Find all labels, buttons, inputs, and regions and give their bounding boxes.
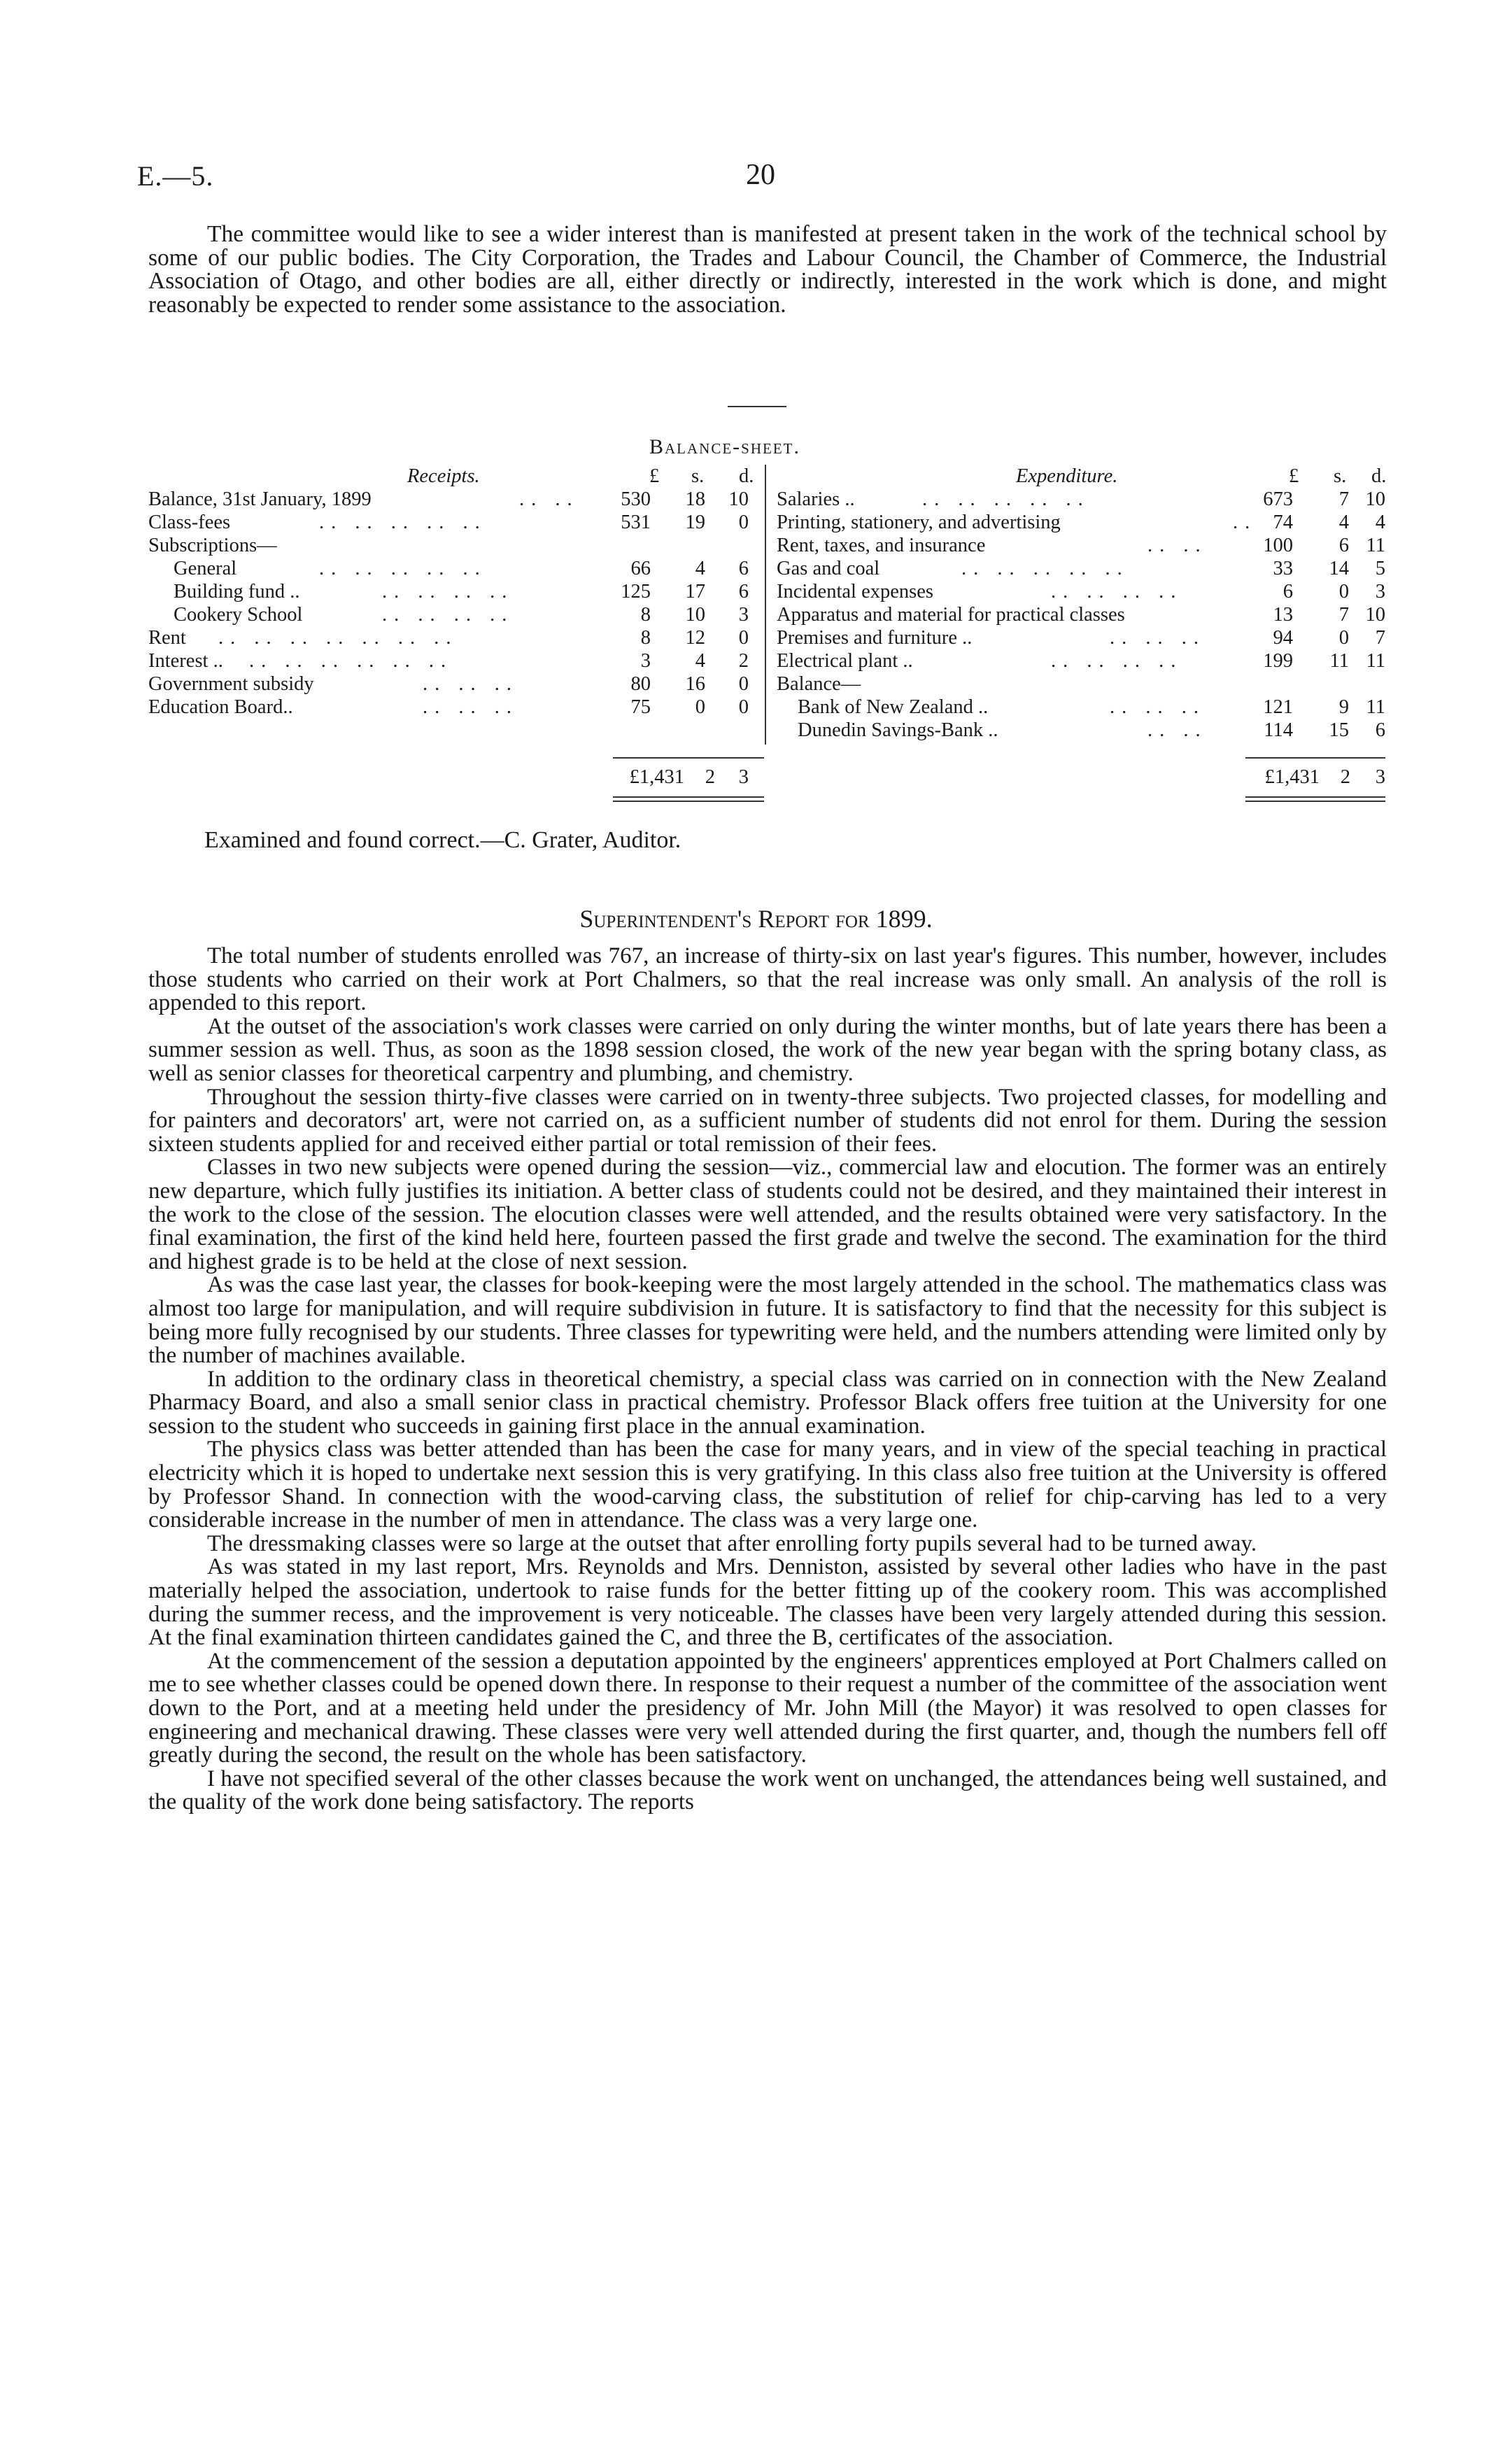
receipts-total-pounds: £1,431: [629, 766, 684, 788]
leader-dots: .. .. .. .. ..: [961, 558, 1129, 579]
receipts-pence-header: d.: [739, 465, 754, 487]
receipt-pence: 0: [738, 627, 749, 649]
expenditure-pounds: 673: [1263, 488, 1293, 510]
expenditure-label: Printing, stationery, and advertising: [777, 512, 1061, 533]
expenditure-shillings: 4: [1338, 512, 1349, 533]
expenditure-shillings: 0: [1338, 581, 1349, 603]
receipt-pence: 0: [738, 673, 749, 695]
leader-dots: .. .. ..: [423, 673, 518, 695]
expenditure-pence: 11: [1366, 535, 1385, 556]
section-divider: [728, 406, 786, 407]
expenditure-total-pounds: £1,431: [1264, 766, 1320, 788]
expenditure-shillings: 7: [1338, 488, 1349, 510]
receipt-pounds: 8: [640, 604, 651, 626]
expenditure-shillings: 6: [1338, 535, 1349, 556]
receipt-pounds: 75: [630, 696, 651, 718]
receipt-pounds: 8: [640, 627, 651, 649]
receipt-pounds: 531: [621, 512, 651, 533]
leader-dots: .. .. ..: [423, 696, 518, 718]
expenditure-label: Apparatus and material for practical classes: [777, 604, 1125, 626]
receipt-label: Building fund ..: [174, 581, 300, 603]
expenditure-shillings: 0: [1338, 627, 1349, 649]
expenditure-pounds: 74: [1273, 512, 1293, 533]
receipt-shillings: 17: [685, 581, 705, 603]
report-paragraph: I have not specified several of the other classes because the work went on unchanged, the attendances being well sustained, and the quality of the work done being satisfactory. The reports: [148, 1766, 1387, 1815]
expenditure-label: Salaries ..: [777, 488, 855, 510]
report-title: Superintendent's Report for 1899.: [579, 905, 933, 933]
auditor-note: Examined and found correct.—C. Grater, Auditor.: [204, 827, 681, 853]
receipt-pounds: 530: [621, 488, 651, 510]
receipt-label: Government subsidy: [148, 673, 314, 695]
expenditure-label: Gas and coal: [777, 558, 880, 579]
leader-dots: .. .. .. ..: [1051, 581, 1183, 603]
receipt-pounds: 80: [630, 673, 651, 695]
receipt-label: Subscriptions—: [148, 535, 277, 556]
expenditure-total-double-rule: [1245, 796, 1385, 798]
receipt-pounds: 3: [640, 650, 651, 672]
receipts-pounds-header: £: [649, 465, 660, 487]
receipts-total-double-rule: [613, 796, 764, 798]
receipt-pounds: 125: [621, 581, 651, 603]
expenditure-total-pence: 3: [1375, 766, 1385, 788]
leader-dots: .. .. .. ..: [382, 604, 514, 626]
leader-dots: .. ..: [1147, 535, 1208, 556]
receipt-label: Class-fees: [148, 512, 231, 533]
expenditure-shillings: 7: [1338, 604, 1349, 626]
receipts-total-pence: 3: [738, 766, 749, 788]
report-paragraph: In addition to the ordinary class in theoretical chemistry, a special class was carried on in connection with the New Zealand Pharmacy Board, and also a small senior class in practical chemistry. Professor Black offers free tuition at the University for one session to the student who succeeds in gaining first place in the annual examination.: [148, 1366, 1387, 1439]
leader-dots: .. .. .. .. .. .. ..: [218, 627, 458, 649]
leader-dots: .. ..: [519, 488, 579, 510]
expenditure-pounds: 94: [1273, 627, 1293, 649]
leader-dots: .. .. ..: [1110, 627, 1206, 649]
report-paragraph: The dressmaking classes were so large at the outset that after enrolling forty pupils several had to be turned away.: [207, 1530, 1257, 1556]
expenditure-pounds: 199: [1263, 650, 1293, 672]
expenditure-pounds: 13: [1273, 604, 1293, 626]
leader-dots: .. .. .. ..: [1051, 650, 1183, 672]
expenditure-pounds: 100: [1263, 535, 1293, 556]
expenditure-label: Dunedin Savings-Bank ..: [798, 719, 998, 741]
expenditure-pence: 11: [1366, 696, 1385, 718]
report-paragraph: As was the case last year, the classes for book-keeping were the most largely attended in the school. The mathematics class was almost too large for manipulation, and will require subdivision in future. It is satisfactory to find that the necessity for this subject is being more fully recognised by our students. Three classes for typewriting were held, and the numbers attending were limited only by the number of machines available.: [148, 1272, 1387, 1369]
expenditure-label: Incidental expenses: [777, 581, 933, 603]
expenditure-shillings: 14: [1329, 558, 1349, 579]
receipt-shillings: 16: [685, 673, 705, 695]
expenditure-total-double-rule: [1245, 801, 1385, 802]
expenditure-pence: 6: [1375, 719, 1385, 741]
balance-sheet-title: Balance-sheet.: [649, 435, 800, 458]
report-paragraph: The physics class was better attended than has been the case for many years, and in view of the special teaching in practical electricity which it is hoped to undertake next session this is very gratifying. In this class also free tuition at the University is offered by Professor Shand. In connection with the wood-carving class, the substitution of relief for chip-carving has led to a very considerable increase in the number of men in attendance. The class was a very large one.: [148, 1437, 1387, 1533]
receipts-total-shillings: 2: [705, 766, 715, 788]
receipt-label: Interest ..: [148, 650, 223, 672]
expenditure-label: Electrical plant ..: [777, 650, 913, 672]
receipt-pence: 3: [738, 604, 749, 626]
report-paragraph: As was stated in my last report, Mrs. Reynolds and Mrs. Denniston, assisted by several other ladies who have in the past materially helped the association, undertook to raise funds for the better fitting up of the cookery room. This was accomplished during the summer recess, and the improvement is very noticeable. The classes have been very largely attended during this session. At the final examination thirteen candidates gained the C, and three the B, certificates of the association.: [148, 1554, 1387, 1651]
receipt-label: Rent: [148, 627, 186, 649]
expenditure-pounds: 121: [1263, 696, 1293, 718]
report-paragraph: The total number of students enrolled was 767, an increase of thirty-six on last year's figures. This number, however, includes those students who carried on their work at Port Chalmers, so that the real increase was only small. An analysis of the roll is appended to this report.: [148, 943, 1387, 1016]
expenditure-pence-header: d.: [1371, 465, 1387, 487]
receipts-total-rule: [613, 757, 764, 759]
report-paragraph: Throughout the session thirty-five classes were carried on in twenty-three subjects. Two projected classes, for modelling and for painters and decorators' art, were not carried on, as a sufficient number of students did not enrol for them. During the session sixteen students applied for and received either partial or total remission of their fees.: [148, 1084, 1387, 1157]
expenditure-label: Bank of New Zealand ..: [798, 696, 989, 718]
receipt-pence: 2: [738, 650, 749, 672]
receipt-pence: 6: [738, 558, 749, 579]
receipts-shillings-header: s.: [691, 465, 705, 487]
leader-dots: .. ..: [1147, 719, 1208, 741]
receipt-pence: 6: [738, 581, 749, 603]
expenditure-total-shillings: 2: [1340, 766, 1350, 788]
expenditure-shillings-header: s.: [1334, 465, 1347, 487]
intro-paragraph: The committee would like to see a wider interest than is manifested at present taken in the work of the technical school by some of our public bodies. The City Corporation, the Trades and Labour Council, the Chamber of Commerce, the Industrial Association of Otago, and other bodies are all, either directly or indirectly, interested in the work which is done, and might reasonably be expected to render some assistance to the association.: [148, 221, 1387, 318]
receipt-label: Cookery School: [174, 604, 303, 626]
leader-dots: ..: [1233, 512, 1257, 533]
report-body: [148, 945, 1387, 1815]
receipt-shillings: 4: [695, 650, 705, 672]
leader-dots: .. .. .. .. .. ..: [249, 650, 453, 672]
receipt-shillings: 0: [695, 696, 705, 718]
receipt-label: Balance, 31st January, 1899: [148, 488, 372, 510]
expenditure-pence: 10: [1365, 488, 1385, 510]
expenditure-label: Balance—: [777, 673, 861, 695]
expenditure-pence: 5: [1375, 558, 1385, 579]
report-paragraph: At the commencement of the session a deputation appointed by the engineers' apprentices employed at Port Chalmers called on me to see whether classes could be opened down there. In response to their request a number of the committee of the association went down to the Port, and at a meeting held under the presidency of Mr. John Mill (the Mayor) it was resolved to open classes for engineering and mechanical drawing. These classes were very well attended during the first quarter, and, though the numbers fell off greatly during the second, the result on the whole has been satisfactory.: [148, 1648, 1387, 1768]
expenditure-pounds: 33: [1273, 558, 1293, 579]
receipts-total-double-rule: [613, 801, 764, 802]
receipt-pounds: 66: [630, 558, 651, 579]
expenditure-pence: 7: [1375, 627, 1385, 649]
leader-dots: .. .. .. .. ..: [319, 512, 487, 533]
leader-dots: .. .. .. .. ..: [922, 488, 1090, 510]
expenditure-heading: Expenditure.: [1016, 465, 1118, 487]
page-number: 20: [746, 159, 775, 191]
expenditure-pounds: 114: [1264, 719, 1293, 741]
report-paragraph: At the outset of the association's work classes were carried on only during the winter months, but of late years there has been a summer session as well. Thus, as soon as the 1898 session closed, the work of the new year began with the spring botany class, as well as senior classes for theoretical carpentry and plumbing, and chemistry.: [148, 1013, 1387, 1086]
receipt-label: Education Board..: [148, 696, 293, 718]
receipt-shillings: 18: [685, 488, 705, 510]
expenditure-pence: 3: [1375, 581, 1385, 603]
expenditure-shillings: 11: [1329, 650, 1349, 672]
expenditure-shillings: 9: [1338, 696, 1349, 718]
receipt-shillings: 10: [685, 604, 705, 626]
document-code: E.—5.: [137, 160, 214, 192]
receipt-pence: 10: [728, 488, 749, 510]
expenditure-shillings: 15: [1329, 719, 1349, 741]
leader-dots: .. .. .. .. ..: [319, 558, 487, 579]
receipt-pence: 0: [738, 696, 749, 718]
expenditure-pounds-header: £: [1289, 465, 1299, 487]
expenditure-label: Premises and furniture ..: [777, 627, 973, 649]
receipt-shillings: 19: [685, 512, 705, 533]
expenditure-pence: 11: [1366, 650, 1385, 672]
receipt-label: General: [174, 558, 237, 579]
receipts-heading: Receipts.: [407, 465, 480, 487]
expenditure-total-rule: [1245, 757, 1385, 759]
receipt-pence: 0: [738, 512, 749, 533]
receipt-shillings: 4: [695, 558, 705, 579]
expenditure-label: Rent, taxes, and insurance: [777, 535, 986, 556]
leader-dots: .. .. ..: [1110, 696, 1206, 718]
receipt-shillings: 12: [685, 627, 705, 649]
expenditure-pence: 4: [1375, 512, 1385, 533]
column-divider: [765, 465, 766, 745]
expenditure-pounds: 6: [1283, 581, 1293, 603]
leader-dots: .. .. .. ..: [382, 581, 514, 603]
expenditure-pence: 10: [1365, 604, 1385, 626]
report-paragraph: Classes in two new subjects were opened during the session—viz., commercial law and elocution. The former was an entirely new departure, which fully justifies its initiation. A better class of students could not be desired, and they maintained their interest in the work to the close of the session. The elocution classes were well attended, and the results obtained were very satisfactory. In the final examination, the first of the kind held here, fourteen passed the first grade and twelve the second. The examination for the third and highest grade is to be held at the close of next session.: [148, 1155, 1387, 1274]
